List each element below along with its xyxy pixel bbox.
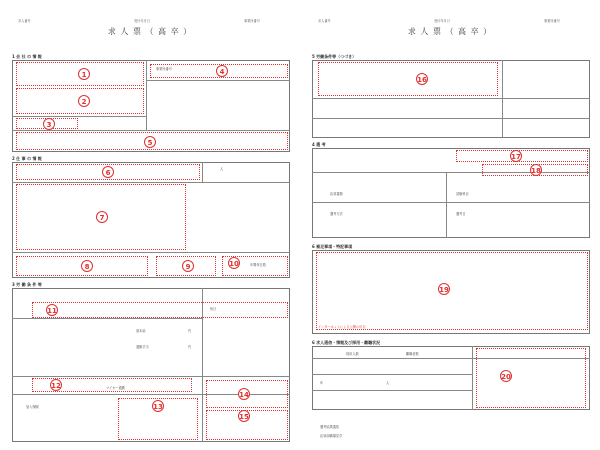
label-car-commute: マイカー通勤	[106, 386, 125, 390]
marker-11-field	[32, 302, 288, 318]
divider	[12, 182, 290, 183]
marker-10: 10	[228, 257, 240, 269]
header-center: 受付年月日	[434, 19, 450, 23]
marker-11: 11	[46, 304, 58, 316]
section-selection: 4 選 考	[312, 142, 326, 147]
label-visit: 応募前職場見学	[320, 434, 343, 438]
divider	[202, 162, 203, 182]
header-left: 求人番号	[318, 19, 331, 23]
left-page	[6, 6, 294, 444]
section-working-conditions: 3 労 働 条 件 等	[12, 282, 42, 287]
divider	[312, 390, 472, 391]
label-hires: 採用人数	[346, 352, 359, 356]
header-right: 事業所番号	[544, 19, 560, 23]
label-yen: 円	[188, 345, 192, 349]
section-hiring-history: 6 求人通信・情報及び採用・離職状況	[312, 340, 381, 345]
label-commute: 通勤手当	[136, 345, 149, 349]
marker-20-field	[476, 348, 586, 408]
label-base-pay: 基本給	[136, 329, 146, 333]
divider	[312, 118, 590, 119]
label-selection-date: 選考日	[456, 212, 466, 216]
marker-3: 3	[43, 118, 55, 130]
marker-8: 8	[81, 260, 93, 272]
label-yen: 円	[188, 329, 192, 333]
divider	[312, 202, 590, 203]
label-year: 年	[320, 381, 324, 385]
label-people: 人	[386, 381, 390, 385]
label-test-subjects: 試験科目	[456, 192, 469, 196]
label-selection-method: 選考方法	[330, 212, 343, 216]
section-job-info: 2 仕 事 の 情 報	[12, 156, 42, 161]
divider	[12, 116, 146, 117]
label-annual-holidays: 年間休日数	[250, 263, 266, 267]
divider	[12, 376, 290, 377]
section-supplementary: 6 補足事項・特記事項	[312, 244, 353, 249]
marker-17-field	[456, 150, 588, 162]
marker-20: 20	[500, 370, 512, 382]
divider	[12, 318, 202, 319]
marker-2: 2	[78, 95, 90, 107]
marker-4: 4	[216, 65, 228, 77]
marker-13: 13	[152, 400, 164, 412]
divider	[312, 374, 472, 375]
marker-17: 17	[510, 150, 522, 162]
label-result-notice: 選考結果通知	[320, 425, 340, 429]
marker-16-field	[318, 62, 498, 96]
section-company-info: 1 会 社 の 情 報	[12, 54, 42, 59]
header-left: 求人番号	[18, 19, 31, 23]
marker-1: 1	[78, 68, 90, 80]
label-headcount: 人	[220, 167, 224, 171]
marker-7: 7	[96, 211, 108, 223]
marker-9: 9	[182, 260, 194, 272]
marker-14: 14	[238, 388, 250, 400]
internet-publication-note: インターネットによる公開の可否	[318, 325, 366, 329]
marker-6: 6	[102, 166, 114, 178]
divider	[502, 60, 503, 138]
divider	[472, 346, 473, 410]
marker-5: 5	[144, 136, 156, 148]
divider	[446, 172, 447, 238]
divider	[12, 252, 290, 253]
header-center: 受付年月日	[134, 19, 150, 23]
marker-19-field	[316, 252, 588, 330]
label-application-docs: 応募書類	[330, 192, 343, 196]
marker-16: 16	[416, 73, 428, 85]
label-insurance: 加入保険	[26, 405, 39, 409]
marker-15: 15	[238, 410, 250, 422]
divider	[146, 80, 290, 81]
divider	[12, 130, 290, 131]
section-conditions-continued: 5 労働条件等（つづき）	[312, 54, 357, 59]
divider	[312, 98, 590, 99]
header-right: 事業所番号	[244, 19, 260, 23]
form-title: 求 人 票 （ 高 卒 ）	[407, 27, 493, 36]
right-page	[306, 6, 594, 444]
marker-19: 19	[438, 283, 450, 295]
divider	[146, 60, 147, 130]
label-leavers: 離職者数	[406, 352, 419, 356]
label-office-number: 事業所番号	[156, 67, 172, 71]
form-title: 求 人 票 （ 高 卒 ）	[107, 27, 193, 36]
label-holidays: 休日	[210, 307, 217, 311]
marker-18: 18	[530, 164, 542, 176]
marker-12: 12	[50, 379, 62, 391]
